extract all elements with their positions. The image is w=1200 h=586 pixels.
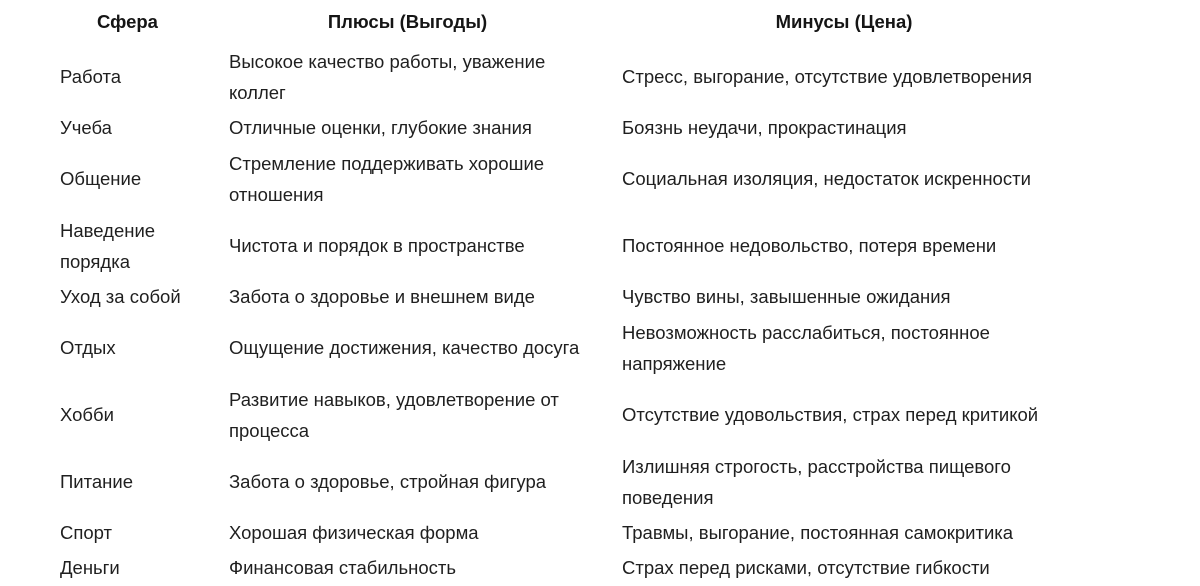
table-row (44, 551, 1084, 586)
cell-sphere: Отдых (60, 337, 116, 359)
header-row (44, 0, 1084, 44)
cell-minus: Излишняя строгость, расстройства пищевого поведения (622, 456, 1011, 508)
cell-minus: Отсутствие удовольствия, страх перед критикой (622, 404, 1039, 426)
header-plus: Плюсы (Выгоды) (327, 10, 488, 32)
header-sphere: Сфера (97, 10, 158, 32)
table-header (44, 0, 1084, 44)
cell-minus: Постоянное недовольство, потеря времени (622, 235, 997, 257)
cell-plus: Ощущение достижения, качество досуга (229, 337, 580, 359)
table-row (44, 516, 1084, 551)
cell-sphere: Наведение порядка (60, 220, 156, 272)
cell-minus: Невозможность расслабиться, постоянное напряжение (622, 322, 990, 374)
cell-plus: Хорошая физическая форма (229, 522, 479, 544)
table-row (44, 111, 1084, 146)
table-row (44, 315, 1084, 382)
comparison-table (44, 0, 1084, 586)
table-row (44, 146, 1084, 213)
cell-sphere: Уход за собой (60, 286, 181, 308)
cell-sphere: Деньги (60, 557, 120, 579)
cell-plus: Отличные оценки, глубокие знания (229, 117, 532, 139)
cell-plus: Стремление поддерживать хорошие отношения (229, 153, 545, 205)
cell-minus: Чувство вины, завышенные ожидания (622, 286, 951, 308)
cell-minus: Социальная изоляция, недостаток искренности (622, 168, 1031, 190)
header-minus: Минусы (Цена) (775, 10, 913, 32)
table-row (44, 280, 1084, 315)
table-row (44, 449, 1084, 516)
cell-sphere: Хобби (60, 404, 114, 426)
cell-sphere: Питание (60, 471, 134, 493)
table-row (44, 44, 1084, 111)
table-body (44, 44, 1084, 586)
cell-plus: Финансовая стабильность (229, 557, 456, 579)
table-row (44, 382, 1084, 449)
cell-minus: Боязнь неудачи, прокрастинация (622, 117, 907, 139)
cell-plus: Высокое качество работы, уважение коллег (229, 51, 546, 103)
cell-sphere: Работа (60, 66, 122, 88)
table-row (44, 213, 1084, 280)
cell-plus: Развитие навыков, удовлетворение от процесса (229, 389, 559, 441)
cell-plus: Чистота и порядок в пространстве (229, 235, 525, 257)
cell-sphere: Спорт (60, 522, 113, 544)
cell-minus: Стресс, выгорание, отсутствие удовлетворения (622, 66, 1032, 88)
cell-plus: Забота о здоровье, стройная фигура (229, 471, 547, 493)
cell-plus: Забота о здоровье и внешнем виде (229, 286, 535, 308)
cell-sphere: Учеба (60, 117, 112, 139)
cell-sphere: Общение (60, 168, 142, 190)
cell-minus: Травмы, выгорание, постоянная самокритика (622, 522, 1014, 544)
cell-minus: Страх перед рисками, отсутствие гибкости (622, 557, 990, 579)
